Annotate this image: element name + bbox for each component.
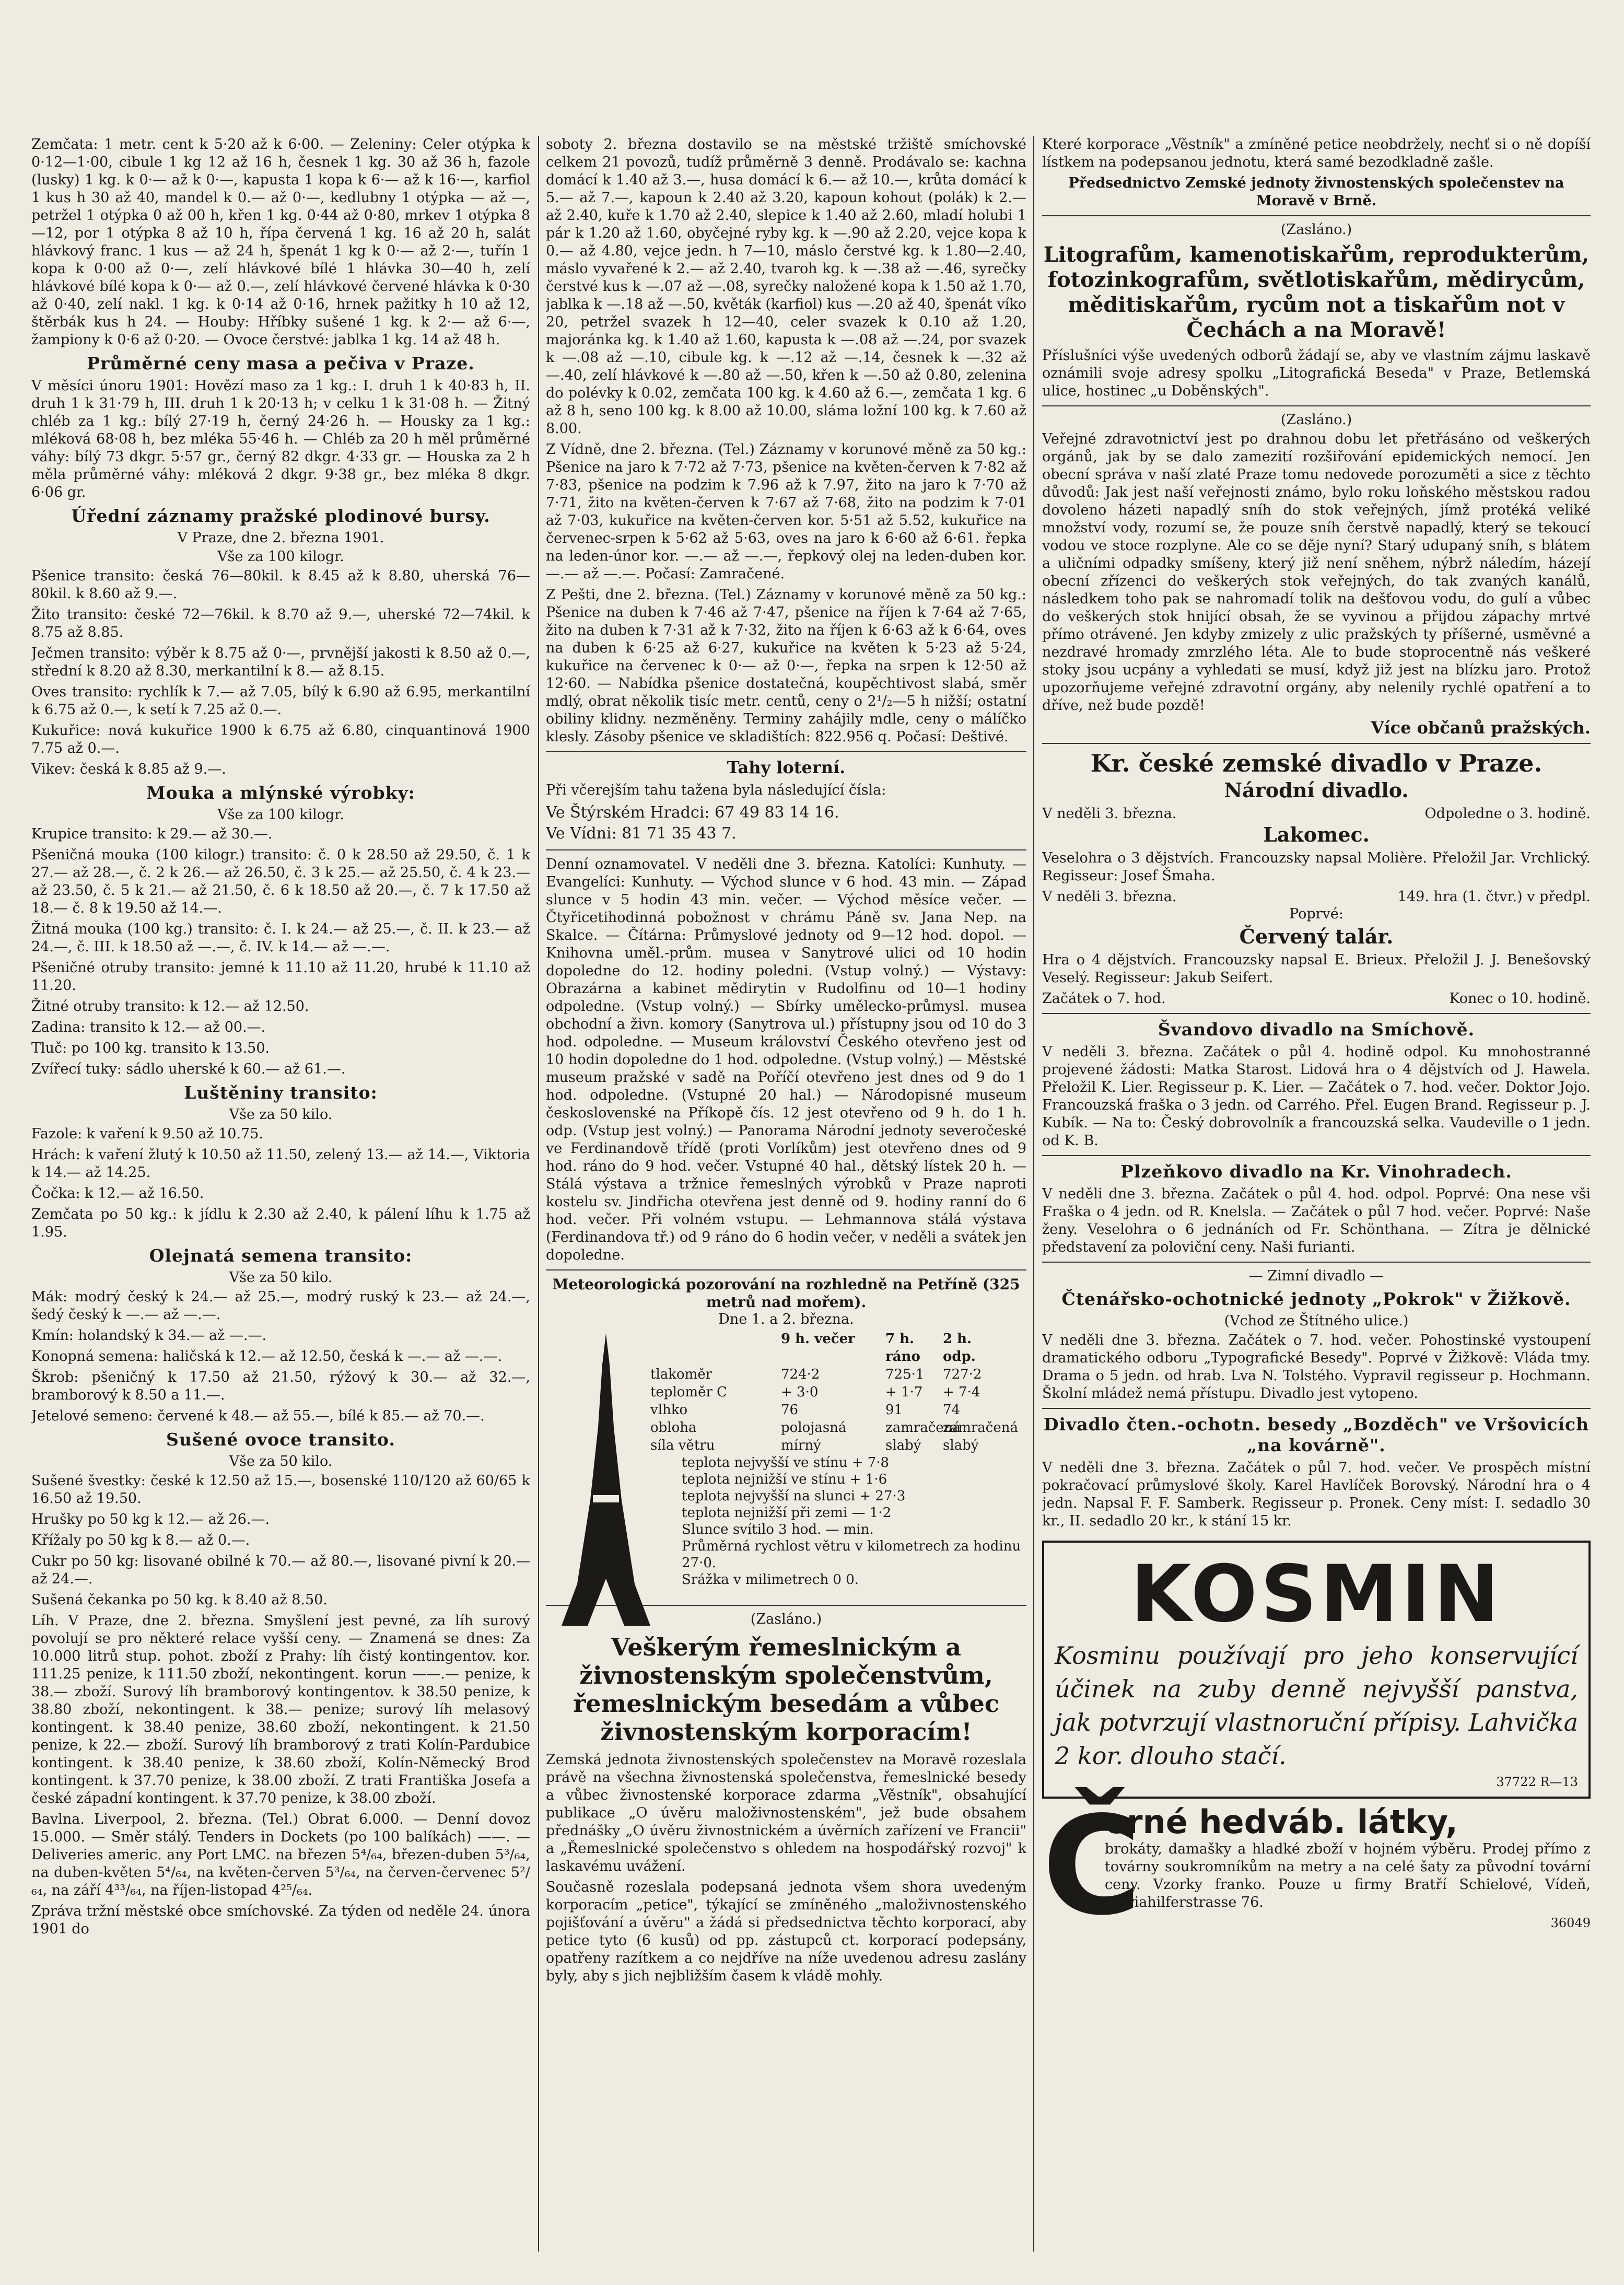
play-title: Lakomec. xyxy=(1263,823,1370,846)
national-theatre-row xyxy=(1042,805,1591,823)
end-time: Konec o 10. hodině. xyxy=(1449,990,1591,1007)
meat-prices: V měsíci únoru 1901: Hovězí maso za 1 kg.: I. druh 1 k 40·83 h, II. druh 1 k 31·79 h, III. druh 1 k 20·13 h; v celku 1 k 31·08 h. — Žitný chléb za 1 kg.: bílý 27·19 h, černý 24·26 h. — Housky za 1 kg.: mléková 68·08 h, bez mléka 55·46 h. — Chléb za 20 h měl průměrné váhy: bílý 73 dkgr. 5·57 gr., černý 82 dkgr. 4·33 gr. — Houska za 2 h měla průměrné váhy: mléková 2 dkgr. 9·38 gr., bez mléka 8 dkgr. 6·06 gr. xyxy=(31,378,530,500)
silk-title: erné hedváb. látky, xyxy=(1105,1803,1458,1841)
flour-heading: Mouka a mlýnské výrobky: xyxy=(146,783,415,803)
wheat-bran-price: Pšeničné otruby transito: jemné k 11.10 až 11.20, hrubé k 11.10 až 11.20. xyxy=(31,960,530,994)
divider xyxy=(1042,1155,1591,1156)
winter-theatre-text: V neděli dne 3. března. Začátek o 7. hod. večer. Pohostinské vystoupení dramatického odboru „Typografické Besedy". Poprvé v Žižkově: Vláda tmy. Drama o 5 jedn. od hrab. Lva N. Tolstého. Vypravil regisseur p. Hochmann. Školní mládež nemá přístupu. Divadlo jest vytopeno. xyxy=(1042,1332,1591,1402)
legumes-unit: Vše za 50 kilo. xyxy=(229,1106,333,1123)
weather-cell: 724·2 xyxy=(781,1367,820,1382)
eiffel-tower-icon xyxy=(562,1333,650,1626)
weather-cell: 725·1 xyxy=(885,1367,925,1382)
weather-extra-line: Slunce svítilo 3 hod. — min. xyxy=(682,1522,874,1537)
spirits-report: Líh. V Praze, dne 2. března. Smyšlení jest pevné, za líh surový povolují se pro některé relace vyšší ceny. — Znamená se dnes: Za 10.000 litrů stup. pohot. zboží z Prahy: líh čistý kontingentov. kor. 111.25 penize, k 111.50 zboží, nekontingent. korun ——.— penize, k 38.— zboží. Surový líh bramborový kontingentov. k 38.50 penize, k 38.80 zboží, nekontingent. k 38.— penize; surový líh melasový kontingent. k 38.40 penize, 38.60 zboží, nekontingent. k 21.50 penize, k 22.— zboží. Surový líh bramborový z trati Kolín-Pardubice kontingent. k 38.40 penize, k 38.60 zboží, Kolín-Německý Brod kontingent. k 37.70 penize, k 38.00 zboží. Z trati Františka Josefa a české západní kontingent. k 37.70 penize, k 38.00 zboží. xyxy=(31,1613,530,1806)
flour-unit: Vše za 100 kilogr. xyxy=(217,807,344,823)
weather-cell: zamračená xyxy=(885,1420,961,1436)
divider xyxy=(546,849,1026,850)
performance-number: 149. hra (1. čtvr.) v předpl. xyxy=(1397,889,1591,905)
ad-code: 37722 R—13 xyxy=(1496,1775,1578,1789)
weather-cell: + 1·7 xyxy=(885,1384,923,1400)
ad-code: 36049 xyxy=(1550,1916,1591,1930)
tradesmen-text-2: Současně rozeslala podepsaná jednota všem shora uvedeným korporacím „petice", týkající se zmíněného „maloživnostenského pojišťování a úvěru" a žádá si předsednictva těchto korporací, aby petice tyto (6 kusů) od pp. zástupců ct. korporací podepsány, opatřeny razítkem a co nejdříve na níže uvedenou adresu zaslány byly, aby s jich nejbližším časem k vládě mohly. xyxy=(546,1879,1026,1984)
weather-extra-line: Srážka v milimetrech 0 0. xyxy=(682,1572,859,1588)
clover-price: Jetelové semeno: červené k 48.— až 55.—, bílé k 85.— až 70.—. xyxy=(31,1408,485,1424)
winter-theatre-heading: — Zimní divadlo — xyxy=(1248,1268,1384,1284)
poppy-price: Mák: modrý český k 24.— až 25.—, modrý ruský k 23.— až 24.—, šedý český k —.— až —.—. xyxy=(31,1289,530,1323)
legumes-heading: Luštěniny transito: xyxy=(184,1082,378,1103)
caraway-price: Kmín: holandský k 34.— až —.—. xyxy=(31,1327,267,1344)
divider xyxy=(546,1269,1026,1270)
tradesmen-text: Zemská jednota živnostenských společenstev na Moravě rozeslala právě na všechna živnostenská společenstva, řemeslnické besedy a vůbec živnostenské korporace zdarma „Věstník", obsahující publikace „O úvěru maloživnostenském", jež bude obsahem přednášky „O úvěru živnostnickém a úvěrních zařízení ve Francii" a „Řemeslnické společenstvo s ohledem na hospodářský rozvoj" k laskavému uvážení. xyxy=(546,1752,1026,1874)
dried-fruit-unit: Vše za 50 kilo. xyxy=(229,1453,333,1470)
weather-col-header: 2 h. odp. xyxy=(943,1331,976,1365)
lottery-graz: Ve Štýrském Hradci: 67 49 83 14 16. xyxy=(546,803,839,822)
vienna-report: Z Vídně, dne 2. března. (Tel.) Záznamy v korunové měně za 50 kg.: Pšenice na jaro k 7·72 až 7·73, pšenice na květen-červen k 7·82 až 7·83, pšenice na podzim k 7.96 až k 7.97, žito na jaro k 7·70 až 7·71, žito na květen-červen k 7·67 až 7·68, žito na podzim k 7·01 až 7·03, kukuřice na květen-červen kor. 5·51 až 5.52, kukuřice na červenec-srpen k 5·62 až 5·63, oves na jaro k 6·60 až 6·61. řepka na leden-únor kor. —.— až —.—, řepkový olej na leden-duben kor. —.— až —.—. Počasí: Zamračené. xyxy=(546,441,1026,582)
weather-cell: vlhko xyxy=(650,1402,688,1418)
play-times xyxy=(1042,990,1591,1008)
chicory-price: Sušená čekanka po 50 kg. k 8.40 až 8.50. xyxy=(31,1592,328,1608)
weather-cell: slabý xyxy=(943,1438,979,1453)
pest-report: Z Pešti, dne 2. března. (Tel.) Záznamy v korunové měně za 50 kg.: Pšenice na duben k 7·46 až 7·47, pšenice na říjen k 7·64 až 7·65, žito na duben k 7·31 až k 7·32, žito na říjen k 6·63 až k 6·64, oves na duben k 6·25 až 6·27, kukuřice na květen k 5·23 až 5·24, kukuřice na červenec k 0·— až 0·—, řepka na srpen k 12·50 až 12·60. — Nabídka pšenice dostatečná, koupěchtivost slabá, směr mdlý, obrat několik tisíc metr. centů, ceny o 2¹/₂—5 h nižší; ostatní obiliny klidny. nezměněny. Terminy zahájily mdle, ceny o málíčko klesly. Zásoby pšenice ve skladištích: 822.956 q. Počasí: Deštivé. xyxy=(546,587,1026,745)
weather-cell: polojasná xyxy=(781,1420,847,1436)
column-divider xyxy=(1033,136,1034,2252)
weather-cell: teploměr C xyxy=(650,1384,728,1400)
weather-cell: obloha xyxy=(650,1420,697,1436)
wheat-flour-price: Pšeničná mouka (100 kilogr.) transito: č. 0 k 28.50 až 29.50, č. 1 k 27.— až 28.—, č. 2 k 26.— až 26.50, č. 3 k 25.— až 25.50, č. 4 k 23.— až 23.50, č. 5 k 21.— až 21.50, č. 6 k 18.50 až 20.—, č. 7 k 17.50 až 18.— č. 8 k 19.50 až 14.—. xyxy=(31,847,530,916)
bourse-date: V Praze, dne 2. března 1901. xyxy=(177,530,384,546)
bourse-heading: Úřední záznamy pražské plodinové bursy. xyxy=(71,506,490,526)
silk-initial: Č xyxy=(1042,1788,1142,1945)
zaslano-label: (Zasláno.) xyxy=(1280,412,1352,428)
rye-flour-price: Žitná mouka (100 kg.) transito: č. I. k 24.— až 25.—, č. II. k 23.— až 24.—, č. III. k 18.50 až —.—, č. IV. k 14.— až —.—. xyxy=(31,921,530,955)
vinohrady-theatre-text: V neděli dne 3. března. Začátek o půl 4. hod. odpol. Poprvé: Ona nese vši Fraška o 4 jedn. od R. Knelsla. — Začátek o půl 7 hod. večer. Poprvé: Naše ženy. Veselohra o 6 jednáních od Fr. Schönthana. — Zítra je dělnické představení za poloviční ceny. Naši furianti. xyxy=(1042,1186,1591,1255)
divider xyxy=(1042,1013,1591,1014)
weather-cell: zamračená xyxy=(943,1420,1018,1436)
tluc-price: Tluč: po 100 kg. transito k 13.50. xyxy=(31,1040,270,1056)
weather-spacer xyxy=(1000,1419,1026,1437)
smichov-theatre-heading: Švandovo divadlo na Smíchově. xyxy=(1158,1019,1475,1040)
weather-extra-line: teplota nejnižší při zemi — 1·2 xyxy=(682,1505,892,1521)
weather-cell: síla větru xyxy=(650,1438,715,1453)
weather-cell: tlakoměr xyxy=(650,1367,712,1382)
weather-cell: + 3·0 xyxy=(781,1384,819,1400)
play-title: Červený talár. xyxy=(1239,925,1394,948)
column-2 xyxy=(546,136,1026,2252)
newspaper-page xyxy=(31,136,1593,2252)
lottery-heading: Tahy loterní. xyxy=(727,757,846,777)
dried-fruit-heading: Sušené ovoce transito. xyxy=(166,1429,395,1450)
pears-price: Hrušky po 50 kg k 12.— až 26.—. xyxy=(31,1511,270,1528)
winter-theatre-entrance: (Vchod ze Štítného ulice.) xyxy=(1224,1313,1409,1329)
lithographers-heading: Litografům, kamenotiskařům, reprodukterům, fotozinkografům, světlotiskařům, mědirycům, měditiskařům, rycům not a tiskařům not v Čechách a na Moravě! xyxy=(1043,242,1590,342)
wheat-price: Pšenice transito: česká 76—80kil. k 8.45 až k 8.80, uherská 76—80kil. k 8.60 až 9.—. xyxy=(31,568,530,602)
lottery-section xyxy=(546,757,1026,844)
petition-note: Které korporace „Věstník" a zmíněné petice neobdržely, nechť si o ně dopíší lístkem na podepsanou jednotu, která samé bezodkladně zašle. xyxy=(1042,136,1591,170)
weather-cell: slabý xyxy=(885,1438,921,1453)
kosmin-logo: KOSMIN xyxy=(1130,1549,1502,1640)
peas-price: Hrách: k vaření žlutý k 10.50 až 11.50, zelený 13.— až 14.—, Viktoria k 14.— až 14.25. xyxy=(31,1147,530,1181)
rye-price: Žito transito: české 72—76kil. k 8.70 až 9.—, uherské 72—74kil. k 8.75 až 8.85. xyxy=(31,607,530,640)
vegetable-prices: Zemčata: 1 metr. cent k 5·20 až k 6·00. — Zeleniny: Celer otýpka k 0·12—1·00, cibule 1 kg 12 až 16 h, česnek 1 kg. 30 až 36 h, fazole (lusky) 1 kg. k 0·— až k 0·—, kapusta 1 kopa k 6·— až k 16·—, karfiol 1 kus h 30 až 40, mandel k 0.— až 0·—, kedlubny 1 otýpka — až —, petržel 1 otýpka 0 až 00 h, křen 1 kg. 0·44 až 0·80, mrkev 1 otýpka 8—12, por 1 otýpka 8 až 10 h, řípa červená 1 kg. 16 až 20 h, salát hlávkový franc. 1 kus — až 24 h, špenát 1 kg k 0·— až 2·—, tuřín 1 kopa k 0·00 až 0·—, zelí hlávkové bílé 1 hlávka 30—40 h, zelí hlávkové bílé kopa k 0·— až 0.—, zelí hlávkové červené hlávka k 0·30 až 0·40, zelí nakl. 1 kg. k 0·14 až 0·16, hrnek pažitky h 10 až 12, štěrbák kus h 24. — Houby: Hříbky sušené 1 kg. k 2·— až 6·—, žampiony k 0·6 až 0·20. — Ovoce čerstvé: jablka 1 kg. 14 až 48 h. xyxy=(31,136,530,348)
zaslano-label: (Zasláno.) xyxy=(750,1611,822,1627)
weather-spacer xyxy=(1000,1330,1026,1366)
winter-theatre-subheading: Čtenářsko-ochotnické jednoty „Pokrok" v Žižkově. xyxy=(1061,1289,1571,1309)
cotton-report: Bavlna. Liverpool, 2. března. (Tel.) Obrat 6.000. — Denní dovoz 15.000. — Směr stálý. Tenders in Dockets (po 100 balíkách) ——. — Deliveries americ. any Port LMC. na březen 5⁴/₆₄, březen-duben 5³/₆₄, na duben-květen 5⁴/₆₄, na květen-červen 5³/₆₄, na červen-červenec 5²/₆₄, na září 4³³/₆₄, na říjen-listopad 4²⁵/₆₄. xyxy=(31,1811,530,1898)
oilseeds-unit: Vše za 50 kilo. xyxy=(229,1269,333,1286)
divider xyxy=(1042,215,1591,216)
weather-cell: 727·2 xyxy=(943,1367,982,1382)
divider xyxy=(1042,1408,1591,1409)
column-3 xyxy=(1042,136,1591,2252)
weather-spacer xyxy=(1000,1383,1026,1401)
divider xyxy=(1042,743,1591,744)
oilseeds-heading: Olejnatá semena transito: xyxy=(149,1245,413,1266)
fat-price: Zvířecí tuky: sádlo uherské k 60.— až 61.—. xyxy=(31,1061,346,1077)
silk-advertisement xyxy=(1042,1788,1591,1945)
apple-slices-price: Křížaly po 50 kg k 8.— až 0.—. xyxy=(31,1532,250,1548)
semolina-price: Krupice transito: k 29.— až 30.—. xyxy=(31,826,273,842)
kosmin-advertisement xyxy=(1042,1541,1591,1799)
petition-signature: Předsednictvo Zemské jednoty živnostenských společenstev na Moravě v Brně. xyxy=(1068,175,1564,209)
weather-cell: + 7·4 xyxy=(943,1384,980,1400)
beans-price: Fazole: k vaření k 9.50 až 10.75. xyxy=(31,1126,263,1142)
lottery-intro: Při včerejším tahu tažena byla následující čísla: xyxy=(546,782,886,798)
lithographers-text: Příslušníci výše uvedených odborů žádají se, aby ve vlastním zájmu laskavě oznámili svoje adresy spolku „Litografická Beseda" v Praze, Betlemská ulice, hostinec „u Doběnských". xyxy=(1042,347,1591,399)
weather-extra-line: teplota nejnižší ve stínu + 1·6 xyxy=(682,1472,887,1487)
lottery-vienna: Ve Vídni: 81 71 35 43 7. xyxy=(546,824,737,843)
weather-extra xyxy=(682,1454,1026,1588)
play-description: Hra o 4 dějstvích. Francouzsky napsal E. Brieux. Přeložil J. J. Benešovský Veselý. Regisseur: Jakub Seifert. xyxy=(1042,952,1591,986)
plums-price: Sušené švestky: české k 12.50 až 15.—, bosenské 110/120 až 60/65 k 16.50 až 19.50. xyxy=(31,1473,530,1507)
premiere-label: Poprvé: xyxy=(1289,906,1343,922)
weather-heading: Meteorologická pozorování na rozhledně na Petříně (325 metrů nad mořem). xyxy=(552,1276,1020,1311)
weather-extra-line: teplota nejvyšší na slunci + 27·3 xyxy=(682,1488,906,1504)
smichov-theatre-text: V neděli 3. března. Začátek o půl 4. hodině odpol. Ku mnohostranné projevené žádosti: Matka Starost. Lidová hra o 4 dějstvích od J. Hawela. Přeložil K. Lier. Regisseur p. K. Lier. — Začátek o 7. hod. večer. Doktor Jojo. Francouzská fraška o 3 jedn. od Carrého. Přel. Eugen Brand. Regisseur p. J. Kubík. — Na to: Český dobrovolník a francouzská selka. Vaudeville o 1 jedn. od K. B. xyxy=(1042,1044,1591,1149)
smichov-market-prices: soboty 2. března dostavilo se na městské tržiště smíchovské celkem 21 povozů, tudíž průměrně 3 denně. Prodávalo se: kachna domácí k 1.40 až 3.—, husa domácí k 6.— až 10.—, krůta domácí k 5.— až 7.—, kapoun k 2.40 až 3.20, kapoun kohout (polák) k 2.— až 2.40, kuře k 1.70 až 2.40, slepice k 1.40 až 2.60, mladí holubi 1 pár k 1.20 až 1.60, obyčejné ryby kg. k —.90 až 2.20, vejce kopa k 0.— až 4.80, vejce jedn. h 7—10, máslo čerstvé kg. k 1.80—2.40, máslo vyvařené k 2.— až 2.40, tvaroh kg. k —.38 až —.46, syrečky čerstvé kus k —.07 až —.08, syrečky naložené kopa k 1.50 až 1.70, jablka k —.18 až —.50, květák (karfiol) kus —.20 až 40, špenát víko 20, petržel svazek h 12—40, celer svazek k 0.10 až 1.20, majoránka kg. k 1.40 až 1.60, kapusta k —.08 až —.24, por svazek k —.08 až —.10, cibule kg. k —.12 až —.14, česnek k —.32 až —.40, zelí hlávkové k —.80 až —.50, křen k —.50 až 0.80, zelenina do polévky k 0.02, zemčata 100 kg. k 4.60 až 6.—, zemčata 1 kg. 6 až 8 h, seno 100 kg. k 8.00 až 10.00, sláma ložní 100 kg. k 7.60 až 8.00. xyxy=(546,136,1026,437)
weather-cell: 74 xyxy=(943,1402,961,1418)
weather-section xyxy=(546,1276,1026,1600)
weather-spacer xyxy=(1000,1401,1026,1419)
time: Odpoledne o 3. hodině. xyxy=(1424,806,1591,822)
weather-spacer xyxy=(1000,1437,1026,1454)
weather-date: Dne 1. a 2. března. xyxy=(718,1311,854,1327)
national-theatre-row xyxy=(1042,888,1591,906)
potatoes-price: Zemčata po 50 kg.: k jídlu k 2.30 až 2.40, k pálení líhu k 1.75 až 1.95. xyxy=(31,1206,530,1240)
zaslano-label: (Zasláno.) xyxy=(1280,221,1352,238)
date: V neděli 3. března. xyxy=(1042,889,1177,905)
rye-bran-price: Žitné otruby transito: k 12.— až 12.50. xyxy=(31,998,309,1015)
theatre-heading: Kr. české zemské divadlo v Praze. xyxy=(1090,749,1543,777)
bourse-unit: Vše za 100 kilogr. xyxy=(217,549,344,565)
column-1 xyxy=(31,136,530,2252)
starch-price: Škrob: pšeničný k 17.50 až 21.50, rýžový k 30.— až 32.—, bramborový k 8.50 a 11.—. xyxy=(31,1369,530,1403)
national-theatre-heading: Národní divadlo. xyxy=(1224,778,1409,802)
play-description: Veselohra o 3 dějstvích. Francouzsky napsal Molière. Přeložil Jar. Vrchlický. Regisseur: Josef Šmaha. xyxy=(1042,850,1591,884)
lentils-price: Čočka: k 12.— až 16.50. xyxy=(31,1185,204,1202)
hemp-price: Konopná semena: haličská k 12.— až 12.50, česká k —.— až —.—. xyxy=(31,1348,503,1365)
malt-price: Cukr po 50 kg: lisované obilné k 70.— až 80.—, lisované pivní k 20.— až 24.—. xyxy=(31,1553,530,1587)
public-health-letter: Veřejné zdravotnictví jest po drahnou dobu let přetřásáno od veškerých orgánů, jak by se dalo zamezití rozšiřování epidemických nemocí. Jen obecní správa v naší zlaté Praze tomu nedovede porozuměti a sice z těchto důvodů: Jak jest naší veřejnosti známo, bylo roku loňského městskou radou dovoleno házeti napadlý sníh do stok veřejných, jímž protéká veliké množství vody, rozumí se, že pouze sníh čerstvě napadlý, který se tekoucí vodou ve stoce rozplyne. Ale co se děje nyní? Starý udupaný sníh, s blátem a uličními odpadky smíšeny, který již není sněhem, nýbrž náledím, házejí obecní zřízenci do veškerých stok veřejných, do tak zvaných kanálů, následkem toho pak se nahromadí tolik na dešťovou vodu, do gulí a vůbec do veškerých stok hnijící obsah, že se vyvinou a přijdou zápachy mrtvé přímo otrávené. Jen kdyby zmizely z ulic pražských ty příšerné, usměvné a nezdravé hromady zmrzlého léta. Ale to bude stoprocentně nás veškeré stoky jsou ucpány a vyhledati se musí, když již jest na blízku jaro. Protož upozorňujeme veřejné zdravotní orgány, aby nelenily rychlé opatření a to dříve, než bude pozdě! xyxy=(1042,431,1591,714)
vrsovice-theatre-heading: Divadlo čten.-ochotn. besedy „Bozděch" ve Vršovicích „na kovárně". xyxy=(1043,1414,1590,1455)
weather-col-header xyxy=(650,1330,781,1366)
tradesmen-heading: Veškerým řemeslnickým a živnostenským společenstvům, řemeslnickým besedám a vůbec živnostenským korporacím! xyxy=(573,1633,999,1746)
vinohrady-theatre-heading: Plzeňkovo divadlo na Kr. Vinohradech. xyxy=(1120,1161,1512,1182)
oats-price: Oves transito: rychlík k 7.— až 7.05, bílý k 6.90 až 6.95, merkantilní k 6.75 až 0.—, k setí k 7.25 až 0.—. xyxy=(31,684,530,718)
public-health-signature: Více občanů pražských. xyxy=(1371,718,1591,738)
weather-table xyxy=(650,1330,1026,1454)
weather-extra-line: teplota nejvyšší ve stínu + 7·8 xyxy=(682,1455,890,1471)
kosmin-text: Kosminu používají pro jeho konservující účinek na zuby denně nejvyšší panstva, jak potvrzují vlastnoruční přípisy. Lahvička 2 kor. dlouho stačí. xyxy=(1055,1641,1578,1770)
weather-cell: 91 xyxy=(885,1402,903,1418)
weather-spacer xyxy=(1000,1366,1026,1383)
smichov-market-report: Zpráva tržní městské obce smíchovské. Za týden od neděle 24. února 1901 do xyxy=(31,1903,530,1937)
vrsovice-theatre-text: V neděli dne 3. března. Začátek o půl 7. hod. večer. Ve prospěch místní pokračovací průmyslové školy. Karel Havlíček Borovský. Národní hra o 4 jedn. Napsal F. F. Samberk. Regisseur p. Pronek. Ceny míst: I. sedadlo 30 kr., II. sedadlo 20 kr., k stání 15 kr. xyxy=(1042,1460,1591,1529)
divider xyxy=(1042,405,1591,406)
weather-cell: 76 xyxy=(781,1402,799,1418)
corn-price: Kukuřice: nová kukuřice 1900 k 6.75 až 6.80, cinquantinová 1900 7.75 až 0.—. xyxy=(31,722,530,756)
vetch-price: Vikev: česká k 8.85 až 9.—. xyxy=(31,761,226,777)
silk-text: brokáty, damašky a hladké zboží v hojném výběru. Prodej přímo z továrny soukromníkům na metry a na celé šaty za původní tovární ceny. Vzorky franko. Pouze u firmy Bratří Schielové, Vídeň, Mariahilferstrasse 76. xyxy=(1105,1841,1591,1910)
divider xyxy=(1042,1262,1591,1263)
barley-price: Ječmen transito: výběr k 8.75 až 0·—, prvnější jakosti k 8.50 až 0.—, střední k 8.20 až 8.30, merkantilní k 8.— až 8.15. xyxy=(31,645,530,679)
weather-cell: mírný xyxy=(781,1438,821,1453)
weather-col-header: 9 h. večer xyxy=(781,1331,855,1347)
date: V neděli 3. března. xyxy=(1042,806,1177,822)
weather-col-header: 7 h. ráno xyxy=(885,1331,920,1365)
start-time: Začátek o 7. hod. xyxy=(1042,990,1166,1007)
column-divider xyxy=(538,136,539,2252)
weather-extra-line: Průměrná rychlost větru v kilometrech za hodinu 27·0. xyxy=(682,1538,1021,1571)
zadina-price: Zadina: transito k 12.— až 00.—. xyxy=(31,1019,266,1035)
daily-announcer: Denní oznamovatel. V neděli dne 3. března. Katolíci: Kunhuty. — Evangelíci: Kunhuty. — Východ slunce v 6 hod. 43 min. — Západ slunce v 5 hodin 43 min. večer. — Východ měsíce večer. — Čtyřicetihodinná pobožnost v chrámu Páně sv. Jana Nep. na Skalce. — Čítárna: Průmyslové jednoty od 9—12 hod. dopol. — Knihovna uměl.-prům. musea v Sanytrové ulici od 10 hodin dopoledne do 12. hodiny poledni. (Vstup volný.) — Výstavy: Obrazárna a kabinet mědirytin v Rudolfinu od 10—1 hodiny odpoledne. (Vstup volný.) — Sbírky umělecko-průmysl. musea obchodní a živn. komory (Sanytrova ul.) přístupny jsou od 10 do 3 hod. odpoledne. — Museum království Českého otevřeno jest od 10 hodin dopoledne do 1 hod. odpoledne. (Vstup volný.) — Městské museum pražské v sadě na Poříčí otevřeno jest dnes od 9 do 1 hod. odpoledne. (Vstupné 20 hal.) — Národopisné museum československé na Příkopě čís. 12 jest otevřeno od 9 h. do 1 h. odp. (Vstup jest volný.) — Panorama Národní jednoty severočeské ve Ferdinandově třídě (proti Vorlíkům) jest otevřeno dnes od 9 hod. ráno do 9 hod. večer. Vstupné 40 hal., dětský lístek 20 h. — Stálá výstava a tržnice řemeslných výrobků v Praze naproti kostelu sv. Jindřicha otevřena jest denně od 9. hodiny ranní do 6 hod. večer. Při volném vstupu. — Lehmannova stálá výstava (Ferdinandova tř.) od 9 ráno do 6 hodin večer, v neděli a svátek jen dopoledne. xyxy=(546,856,1026,1263)
divider xyxy=(546,751,1026,752)
meat-prices-heading: Průměrné ceny masa a pečiva v Praze. xyxy=(87,353,475,374)
